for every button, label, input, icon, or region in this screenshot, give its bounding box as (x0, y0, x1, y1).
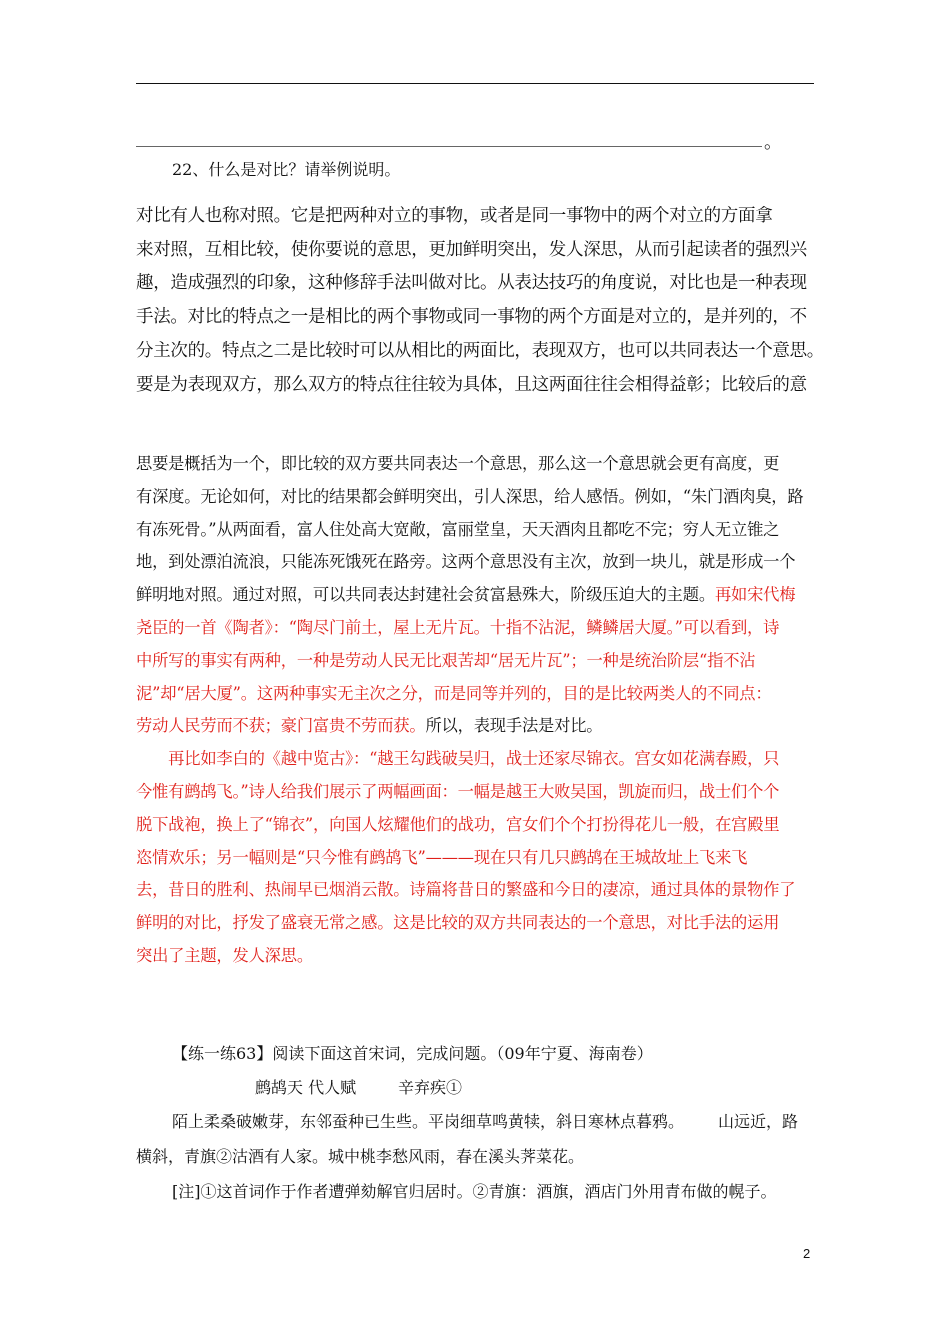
highlight-line: 突出了主题，发人深思。 (136, 945, 313, 965)
intro-line: 要是为表现双方，那么双方的特点往往较为具体，且这两面往往会相得益彰；比较后的意 (136, 374, 807, 395)
intro-line: 来对照，互相比较，使你要说的意思，更加鲜明突出，发人深思，从而引起读者的强烈兴 (136, 239, 807, 260)
highlight-line: 泥”却“居大厦”。这两种事实无主次之分，而是同等并列的，目的是比较两类人的不同点： (136, 683, 772, 703)
poem-line: 横斜，青旗②沽酒有人家。城中桃李愁风雨，春在溪头荠菜花。 (136, 1147, 585, 1166)
answer-intro (136, 200, 824, 402)
answer-blank-line (136, 146, 762, 147)
poem-line: 陌上柔桑破嫩芽，东邻蚕种已生些。平岗细草鸣黄犊，斜日寒林点暮鸦。 (172, 1112, 685, 1131)
highlight-text: 劳动人民劳而不获；豪门富贵不劳而获。 (136, 716, 426, 736)
highlight-line: 尧臣的一首《陶者》：“陶尽门前土，屋上无片瓦。十指不沾泥，鳞鳞居大厦。”可以看到，诗 (136, 617, 780, 637)
body-line-mixed (136, 710, 802, 743)
question-22: 22、什么是对比？请举例说明。 (172, 160, 401, 179)
highlight-text: 再如宋代梅 (714, 585, 796, 605)
blank-period: 。 (764, 132, 782, 153)
body-line: 地，到处漂泊流浪，只能冻死饿死在路旁。这两个意思没有主次，放到一块儿，就是形成一个 (136, 552, 796, 572)
highlight-line: 再比如李白的《越中览古》：“越王勾践破吴归，战士还家尽锦衣。宫女如花满春殿，只 (136, 749, 780, 769)
body-text: 所以，表现手法是对比。 (425, 716, 603, 736)
body-line: 有深度。无论如何，对比的结果都会鲜明突出，引人深思，给人感悟。例如，“朱门酒肉臭，路 (136, 486, 804, 506)
body-line: 思要是概括为一个，即比较的双方要共同表达一个意思，那么这一个意思就会更有高度，更 (136, 454, 780, 473)
exercise-heading: 【练一练63】阅读下面这首宋词，完成问题。（09年宁夏、海南卷） (172, 1044, 653, 1063)
poem-line-tail: 山远近，路 (718, 1112, 799, 1131)
highlight-line: 今惟有鹧鸪飞。”诗人给我们展示了两幅画面：一幅是越王大败吴国，凯旋而归，战士们个个 (136, 781, 780, 801)
highlight-line: 恣情欢乐；另一幅则是“只今惟有鹧鸪飞”———现在只有几只鹧鸪在王城故址上飞来飞 (136, 847, 748, 867)
intro-line: 手法。对比的特点之一是相比的两个事物或同一事物的两个方面是对立的，是并列的，不 (136, 307, 807, 328)
header-rule (136, 83, 814, 84)
highlight-line: 去，昔日的胜利、热闹早已烟消云散。诗篇将昔日的繁盛和今日的凄凉，通过具体的景物作了 (136, 880, 796, 900)
page-number: 2 (803, 1246, 811, 1261)
intro-line: 分主次的。特点之二是比较时可以从相比的两面比，表现双方，也可以共同表达一个意思。 (136, 340, 824, 361)
intro-line: 对比有人也称对照。它是把两种对立的事物，或者是同一事物中的两个对立的方面拿 (136, 206, 773, 226)
answer-body (136, 448, 802, 973)
body-line-mixed (136, 579, 802, 612)
poem-title: 鹧鸪天 代人赋 (255, 1078, 357, 1097)
highlight-line: 中所写的事实有两种，一种是劳动人民无比艰苦却“居无片瓦”；一种是统治阶层“指不沾 (136, 650, 756, 670)
body-text: 鲜明地对照。通过对照，可以共同表达封建社会贫富悬殊大，阶级压迫大的主题。 (136, 585, 715, 605)
poem-author: 辛弃疾① (398, 1078, 463, 1097)
highlight-line: 鲜明的对比，抒发了盛衰无常之感。这是比较的双方共同表达的一个意思，对比手法的运用 (136, 913, 780, 933)
body-line: 有冻死骨。”从两面看，富人住处高大宽敞，富丽堂皇，天天酒肉且都吃不完；穷人无立锥之 (136, 519, 780, 539)
highlight-line: 脱下战袍，换上了“锦衣”，向国人炫耀他们的战功，宫女们个个打扮得花儿一般，在宫殿里 (136, 814, 780, 834)
poem-note: [注]①这首词作于作者遭弹劾解官归居时。②青旗：酒旗，酒店门外用青布做的幌子。 (172, 1182, 777, 1201)
intro-line: 趣，造成强烈的印象，这种修辞手法叫做对比。从表达技巧的角度说，对比也是一种表现 (136, 273, 807, 294)
